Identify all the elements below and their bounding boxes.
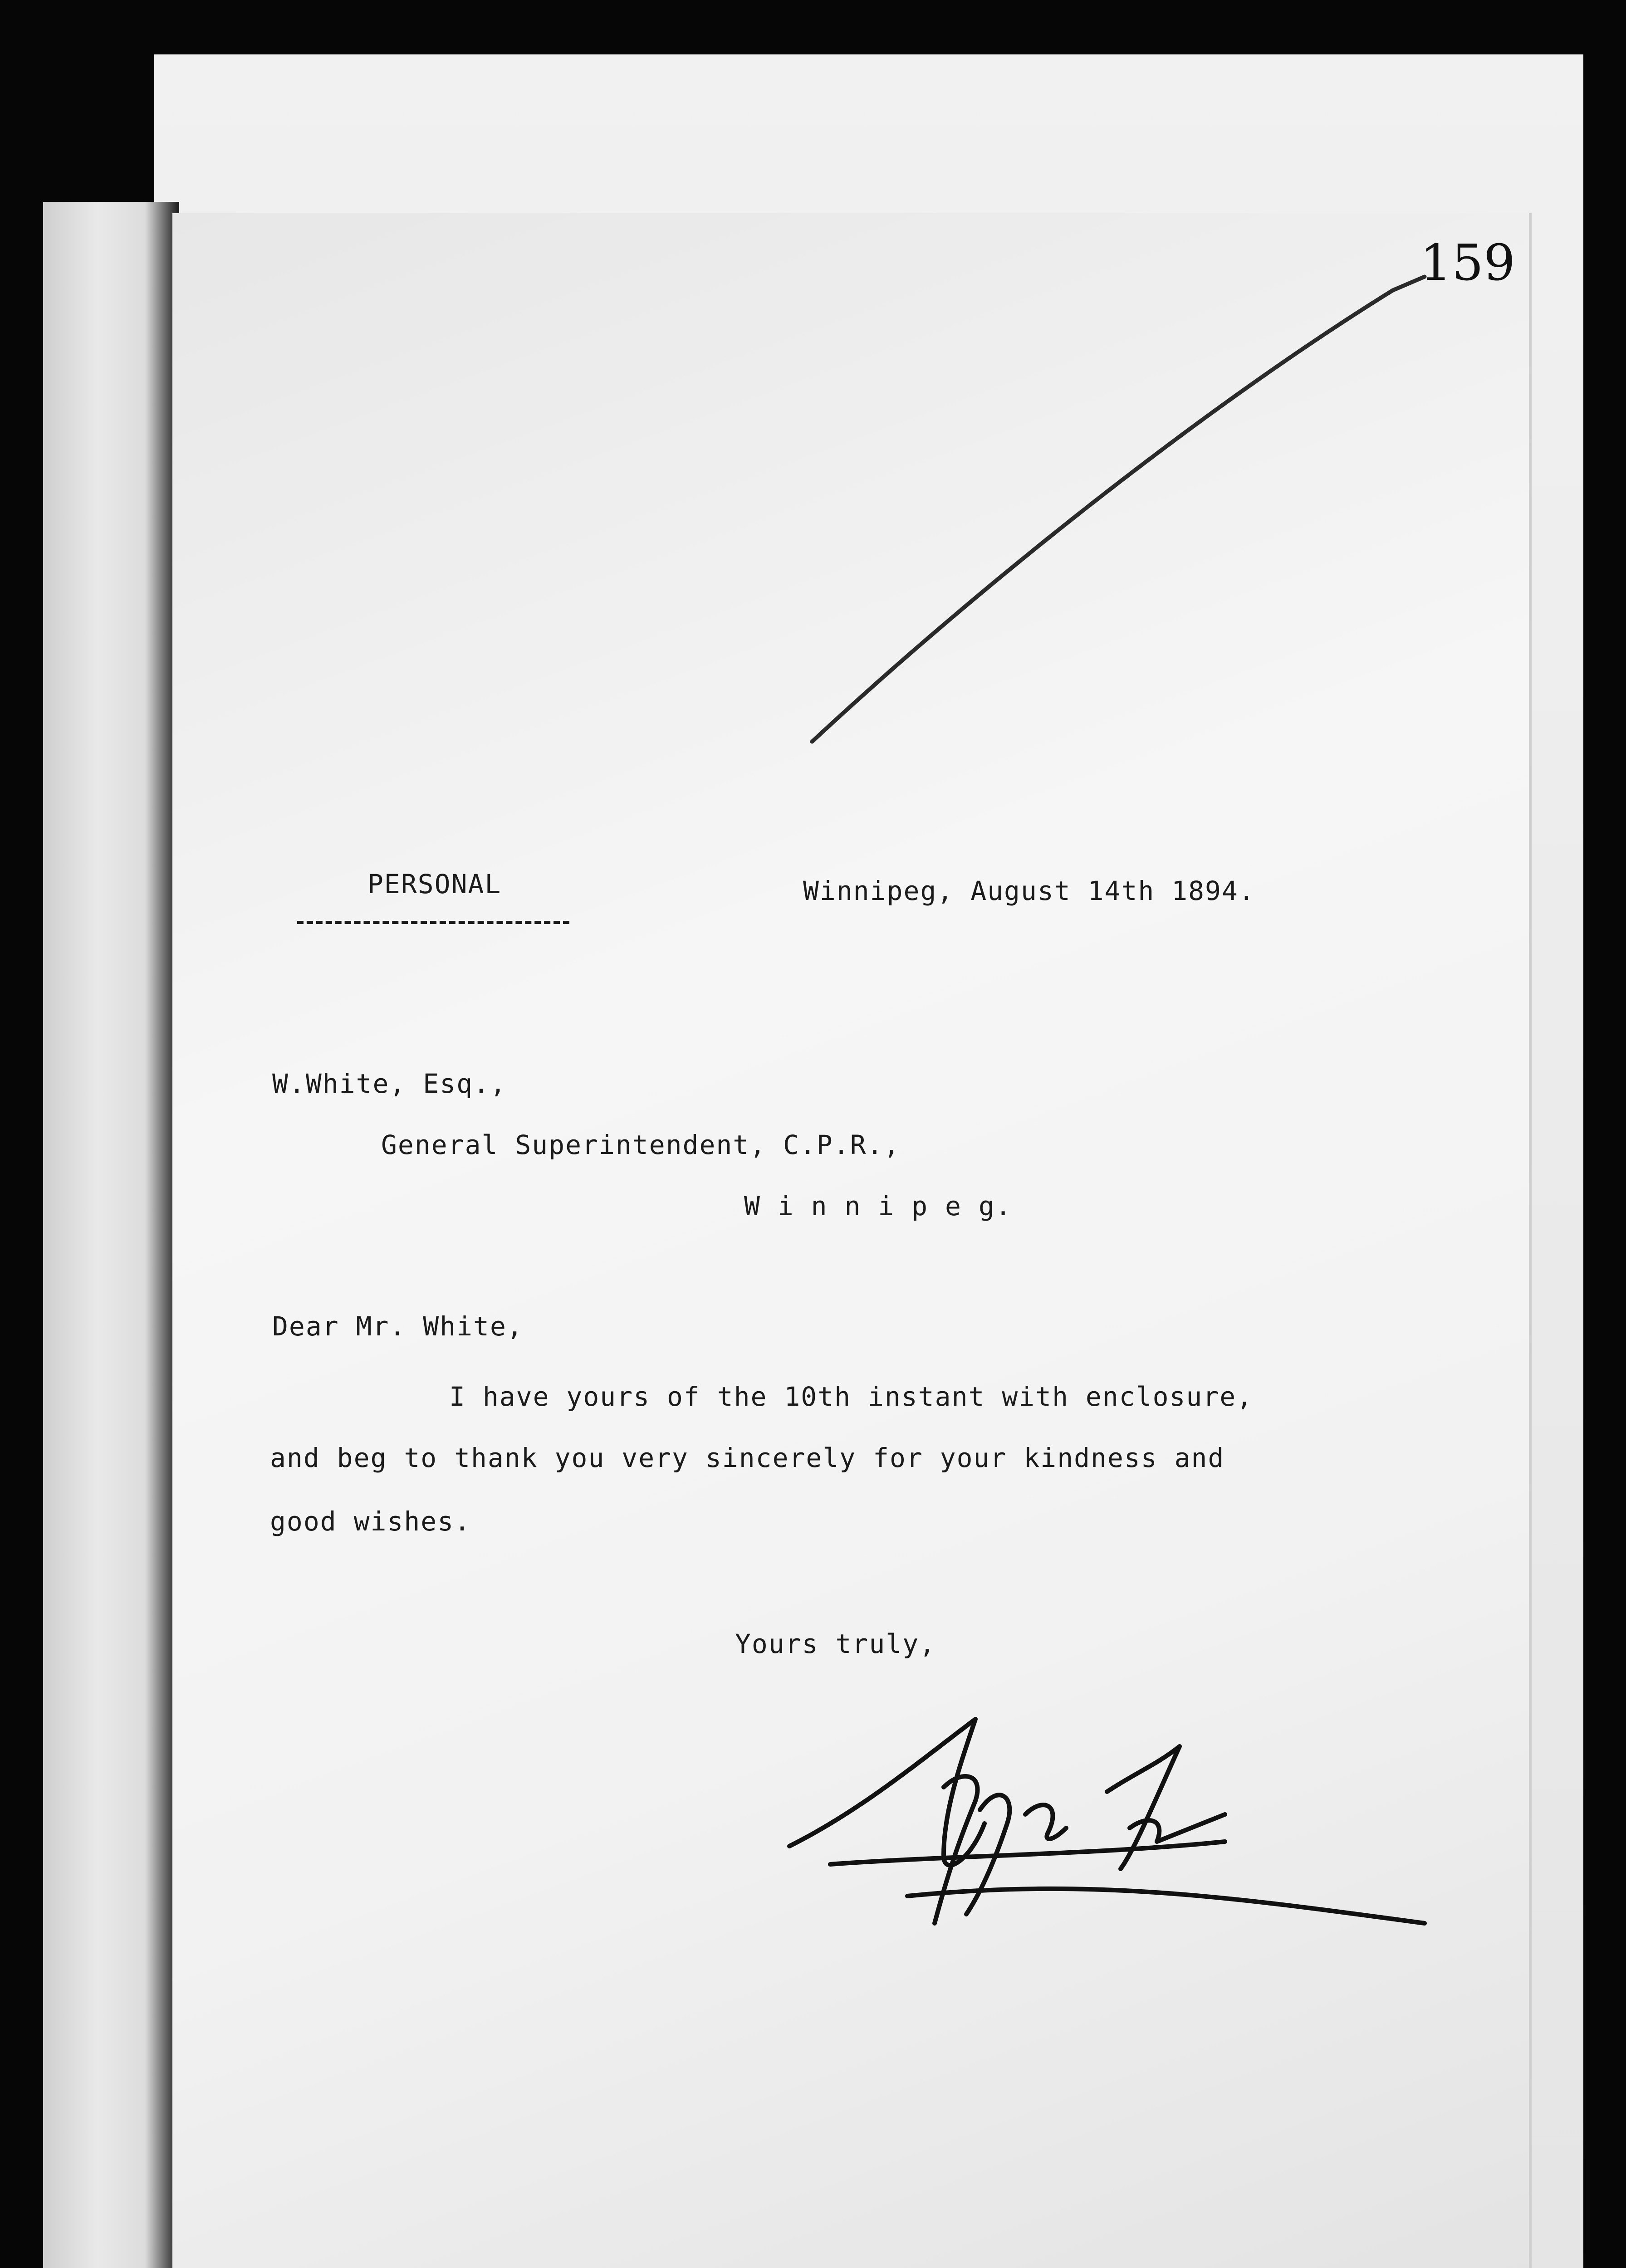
signature xyxy=(771,1706,1452,1941)
salutation: Dear Mr. White, xyxy=(272,1311,524,1342)
body-line-2: and beg to thank you very sincerely for your kindness and xyxy=(270,1442,1225,1473)
page-number: 159 xyxy=(1420,234,1515,292)
closing: Yours truly, xyxy=(735,1628,936,1659)
body-line-1: I have yours of the 10th instant with enclosure, xyxy=(449,1381,1254,1412)
addressee-name: W.White, Esq., xyxy=(272,1068,507,1099)
addressee-city: W i n n i p e g. xyxy=(744,1191,1012,1222)
addressee-title: General Superintendent, C.P.R., xyxy=(381,1129,901,1160)
dateline: Winnipeg, August 14th 1894. xyxy=(803,875,1255,906)
body-line-3: good wishes. xyxy=(270,1506,471,1537)
personal-underline xyxy=(297,921,569,924)
personal-marking: PERSONAL xyxy=(367,869,502,899)
